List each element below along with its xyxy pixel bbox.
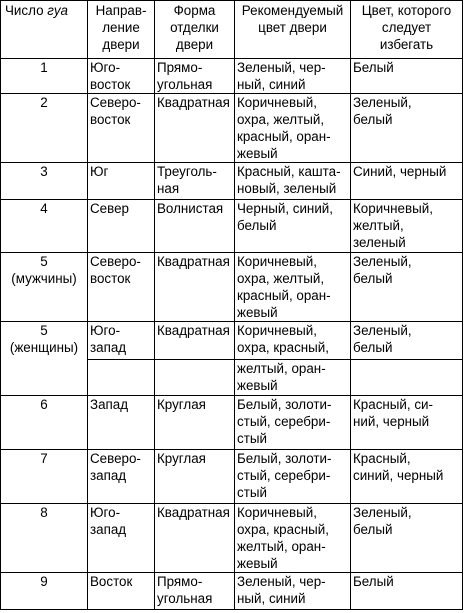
avoid-text: Красный, синий, черный xyxy=(353,451,444,483)
avoid-text: Красный, си- ний, черный xyxy=(353,397,433,429)
direction-cell xyxy=(88,94,155,163)
shape-text: Волнистая xyxy=(157,201,224,216)
avoid-text: Зеленый, белый xyxy=(353,323,412,355)
direction-text: Север xyxy=(90,201,129,216)
direction-cell xyxy=(88,573,155,610)
gua-number-cell xyxy=(1,504,88,573)
gua-number-cell xyxy=(1,450,88,504)
header-gua-label-italic: гуа xyxy=(47,3,68,18)
gua-number: 6 xyxy=(40,397,48,412)
recommended-cell xyxy=(235,573,351,610)
shape-text: Квадратная xyxy=(157,95,230,110)
shape-text: Треуголь- ная xyxy=(157,164,217,196)
shape-cell xyxy=(155,163,235,200)
recommended-text: Белый, золоти- стый, серебри- стый xyxy=(237,451,332,500)
avoid-cell xyxy=(351,450,463,504)
recommended-text: желтый, оран- жевый xyxy=(237,361,326,393)
recommended-cell xyxy=(235,504,351,573)
recommended-text: Зеленый, чер- ный, синий xyxy=(237,60,326,92)
shape-cell xyxy=(155,450,235,504)
direction-text: Юго- восток xyxy=(90,60,131,92)
avoid-text: Белый xyxy=(353,574,394,589)
avoid-text: Синий, черный xyxy=(353,164,447,179)
header-avoid-label: Цвет, которого следует избегать xyxy=(361,3,452,52)
recommended-cell xyxy=(235,200,351,253)
recommended-cell xyxy=(235,396,351,450)
direction-cell xyxy=(88,396,155,450)
avoid-text: Зеленый, белый xyxy=(353,254,412,286)
gua-number-cell xyxy=(1,573,88,610)
shape-cell xyxy=(155,59,235,94)
recommended-cell xyxy=(235,94,351,163)
avoid-cell xyxy=(351,396,463,450)
direction-cell xyxy=(88,253,155,322)
direction-text: Восток xyxy=(90,574,133,589)
avoid-cell xyxy=(351,322,463,360)
recommended-text: Белый, золоти- стый, серебри- стый xyxy=(237,397,332,446)
recommended-text: Черный, синий, белый xyxy=(237,201,334,233)
direction-text: Юг xyxy=(90,164,109,179)
avoid-cell xyxy=(351,504,463,573)
gua-number-cell xyxy=(1,59,88,94)
recommended-cell xyxy=(235,253,351,322)
shape-text: Квадратная xyxy=(157,254,230,269)
gua-number: 4 xyxy=(40,201,48,216)
table-row xyxy=(1,253,463,322)
avoid-cell xyxy=(351,253,463,322)
header-avoid xyxy=(351,1,463,59)
avoid-cell xyxy=(351,163,463,200)
recommended-cell xyxy=(235,163,351,200)
table-row xyxy=(1,94,463,163)
header-shape xyxy=(155,1,235,59)
header-shape-label: Форма отделки двери xyxy=(170,3,219,52)
shape-cell xyxy=(155,396,235,450)
direction-cell xyxy=(88,59,155,94)
table-row xyxy=(1,450,463,504)
recommended-cell xyxy=(235,322,351,360)
header-gua-label: Число xyxy=(5,3,44,18)
table-row xyxy=(1,396,463,450)
shape-cell xyxy=(155,322,235,360)
avoid-text: Зеленый, белый xyxy=(353,505,412,537)
direction-cell xyxy=(88,450,155,504)
shape-cell xyxy=(155,573,235,610)
direction-text: Запад xyxy=(90,397,129,412)
gua-number: 5 (мужчины) xyxy=(11,254,77,286)
table-row xyxy=(1,200,463,253)
gua-number: 3 xyxy=(40,164,48,179)
recommended-text: Коричневый, охра, желтый, красный, оран- жевый xyxy=(237,254,331,320)
table-row xyxy=(1,163,463,200)
recommended-text: Красный, кашта- новый, зеленый xyxy=(237,164,341,196)
recommended-cell xyxy=(235,59,351,94)
shape-text: Квадратная xyxy=(157,505,230,520)
shape-text: Прямо- угольная xyxy=(157,574,213,606)
gua-number-cell xyxy=(1,94,88,163)
direction-cell-empty xyxy=(88,360,155,396)
recommended-text: Коричневый, охра, красный, xyxy=(237,323,329,355)
table-row xyxy=(1,322,463,360)
shape-text: Прямо- угольная xyxy=(157,60,213,92)
direction-text: Юго- запад xyxy=(90,505,127,537)
direction-cell xyxy=(88,200,155,253)
recommended-text: Коричневый, охра, красный, желтый, оран- жевый xyxy=(237,505,329,571)
gua-number-cell xyxy=(1,253,88,322)
direction-cell xyxy=(88,504,155,573)
header-direction xyxy=(88,1,155,59)
recommended-cell xyxy=(235,450,351,504)
header-recommended-label: Рекомендуемый цвет двери xyxy=(241,3,344,35)
header-direction-label: Направ- ление двери xyxy=(95,3,147,52)
avoid-text: Коричневый, желтый, зеленый xyxy=(353,201,433,250)
gua-number: 9 xyxy=(40,574,48,589)
shape-cell xyxy=(155,504,235,573)
shape-text: Круглая xyxy=(157,451,206,466)
header-gua-number xyxy=(1,1,88,59)
header-row xyxy=(1,1,463,59)
gua-number-cell xyxy=(1,396,88,450)
shape-cell xyxy=(155,200,235,253)
table-row xyxy=(1,573,463,610)
direction-text: Северо- восток xyxy=(90,95,141,127)
recommended-cell xyxy=(235,360,351,396)
gua-number: 1 xyxy=(40,60,48,75)
avoid-cell xyxy=(351,59,463,94)
shape-cell xyxy=(155,94,235,163)
recommended-text: Коричневый, охра, желтый, красный, оран- жевый xyxy=(237,95,331,161)
direction-cell xyxy=(88,163,155,200)
gua-number-cell xyxy=(1,200,88,253)
direction-text: Северо- запад xyxy=(90,451,141,483)
gua-number: 7 xyxy=(40,451,48,466)
gua-number: 8 xyxy=(40,505,48,520)
avoid-cell-empty xyxy=(351,360,463,396)
avoid-cell xyxy=(351,94,463,163)
gua-number-cell xyxy=(1,322,88,396)
direction-text: Северо- восток xyxy=(90,254,141,286)
direction-text: Юго- запад xyxy=(90,323,127,355)
avoid-text: Зеленый, белый xyxy=(353,95,412,127)
gua-number-cell xyxy=(1,163,88,200)
gua-number: 2 xyxy=(40,95,48,110)
table-row xyxy=(1,504,463,573)
shape-cell xyxy=(155,253,235,322)
shape-text: Круглая xyxy=(157,397,206,412)
avoid-cell xyxy=(351,573,463,610)
recommended-text: Зеленый, чер- ный, синий xyxy=(237,574,326,606)
shape-cell-empty xyxy=(155,360,235,396)
avoid-text: Белый xyxy=(353,60,394,75)
shape-text: Квадратная xyxy=(157,323,230,338)
gua-number: 5 (женщины) xyxy=(9,323,79,355)
direction-cell xyxy=(88,322,155,360)
table-row xyxy=(1,59,463,94)
avoid-cell xyxy=(351,200,463,253)
header-recommended xyxy=(235,1,351,59)
